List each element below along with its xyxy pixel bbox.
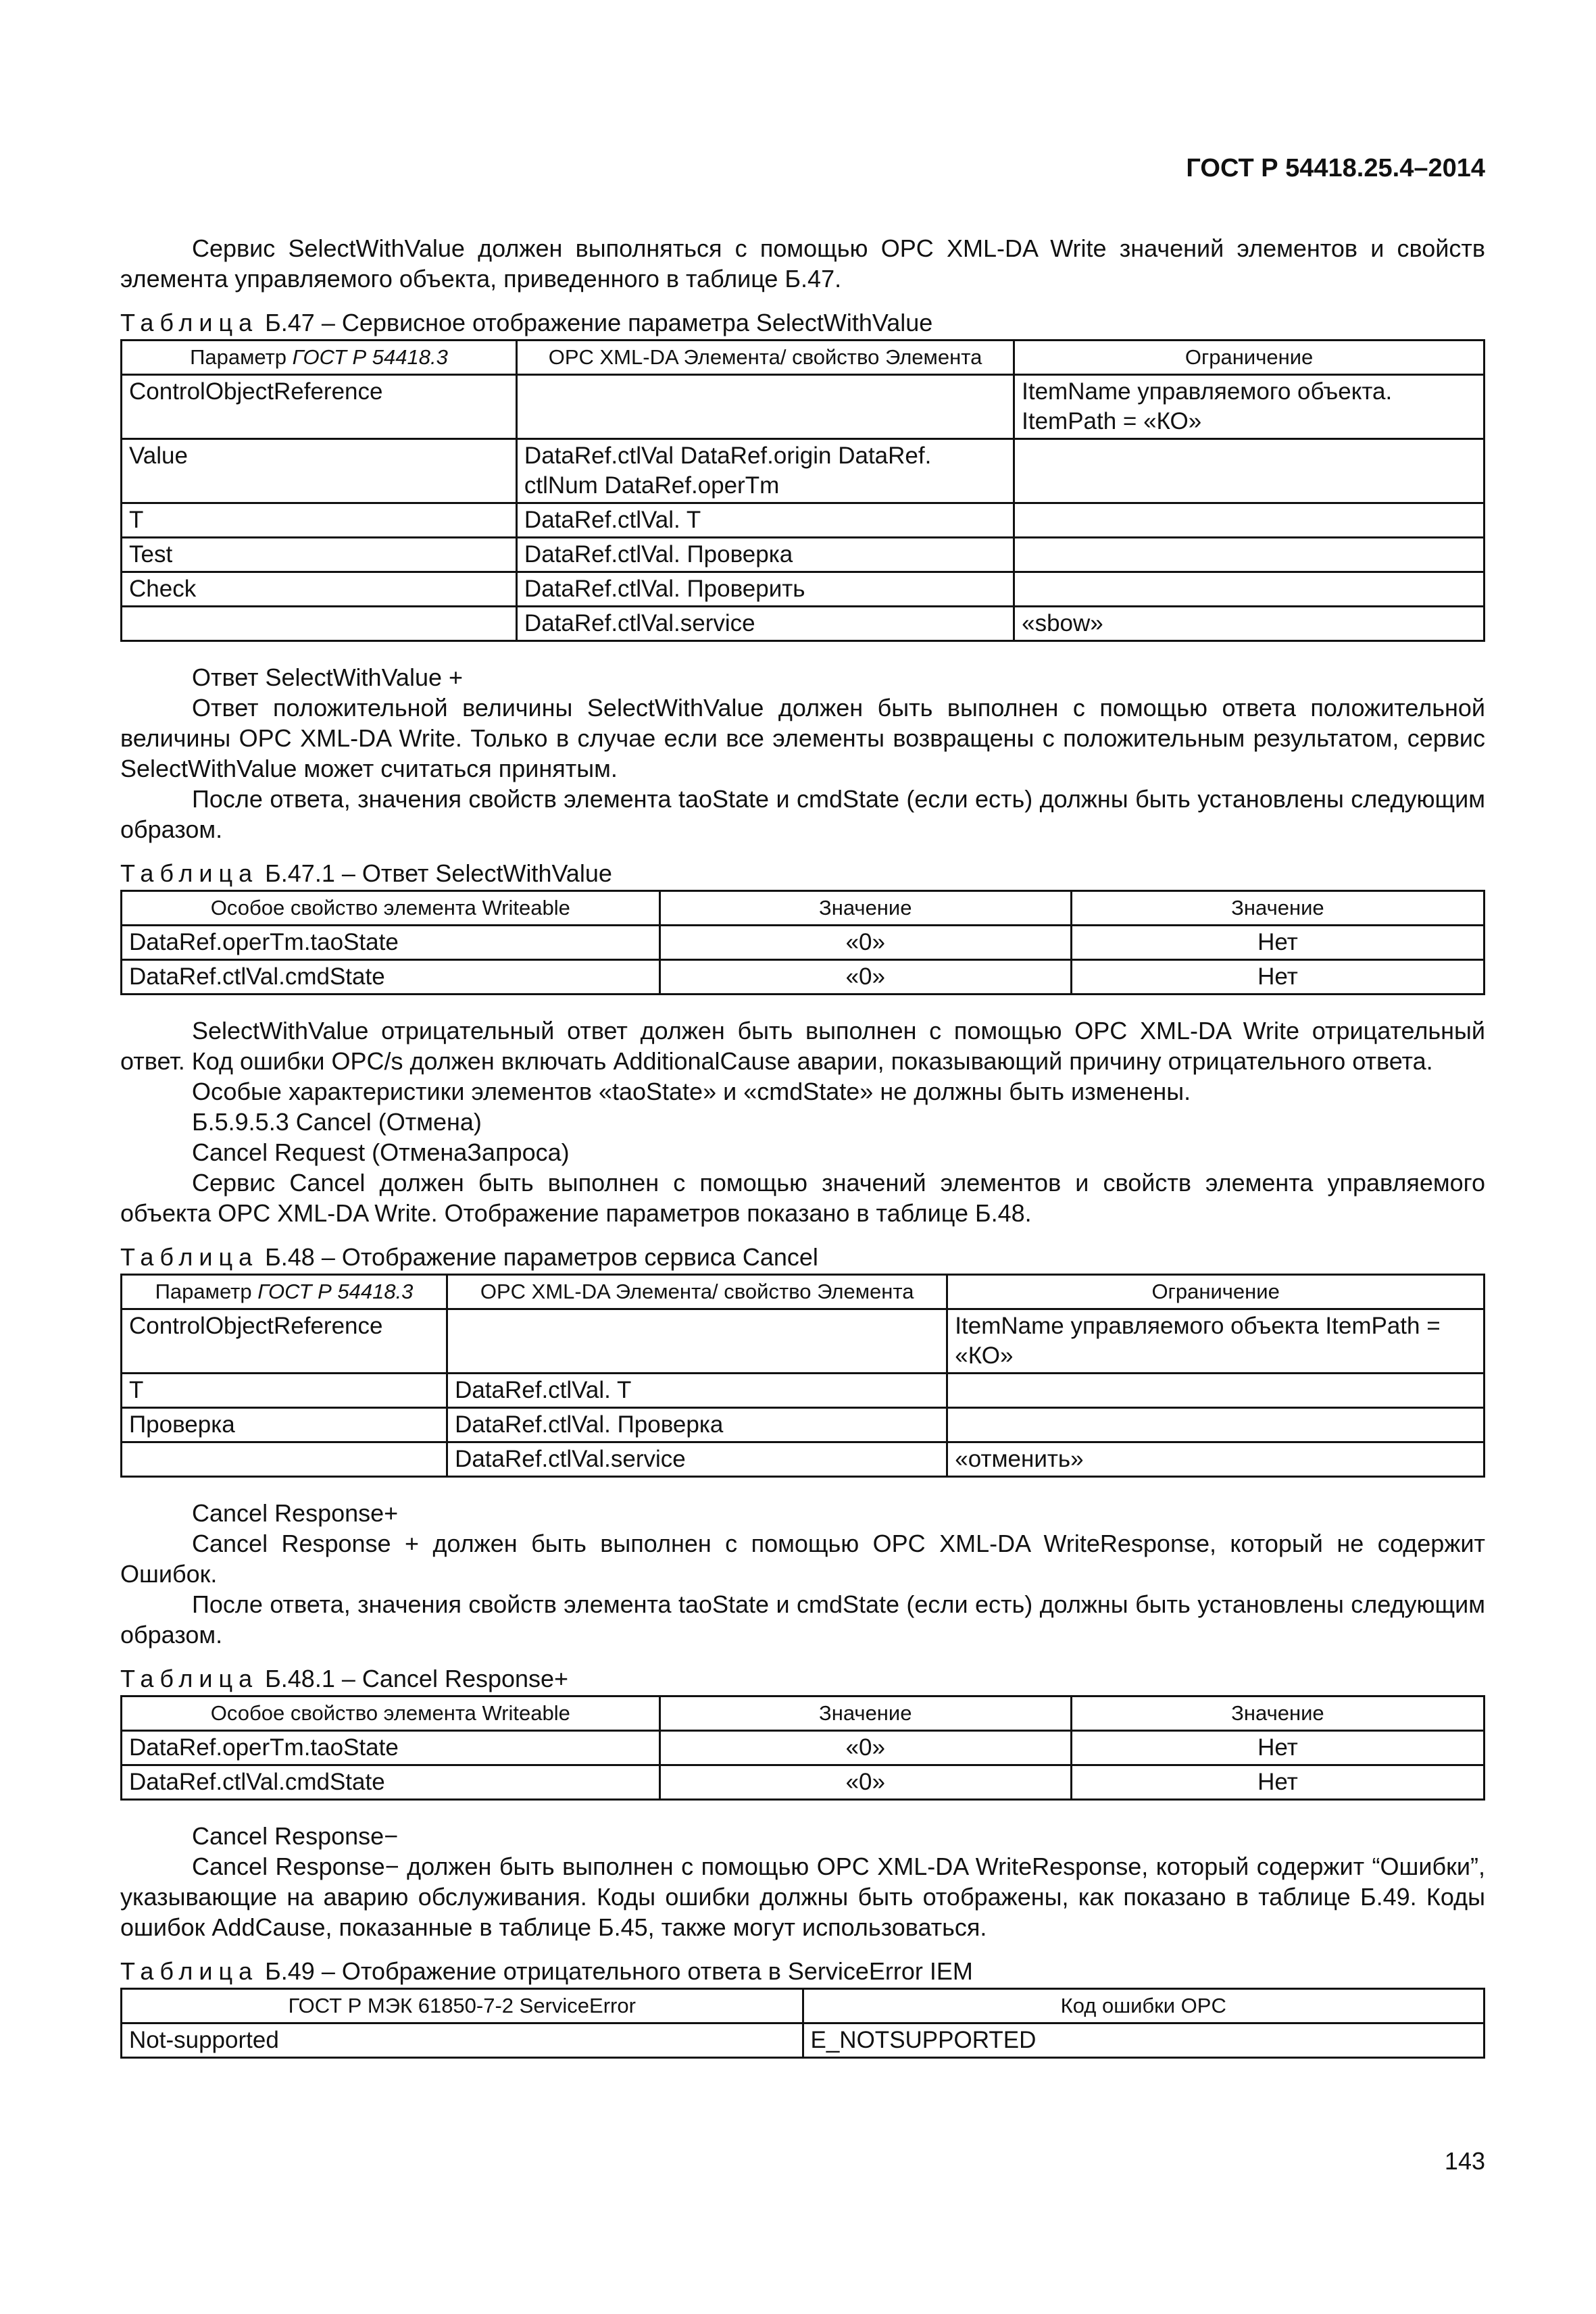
table-cell: Check [122,572,517,607]
table-header-row [122,1696,1485,1731]
table-cell: DataRef.ctlVal. Проверка [516,538,1014,572]
table-cell [122,607,517,641]
table-cell [447,1309,947,1374]
table-row [122,1442,1485,1477]
table-cell: T [122,1374,447,1408]
table-row [122,1731,1485,1765]
table-cell: Проверка [122,1408,447,1442]
paragraph: Особые характеристики элементов «taoState» и «cmdState» не должны быть изменены. [192,1078,1191,1105]
paragraph: SelectWithValue отрицательный ответ должен быть выполнен с помощью OPC XML-DA Write отрицательный ответ. Код ошибки OPC/s должен включать AdditionalCause аварии, показывающий причину отрицательного ответа. [120,1017,1485,1075]
column-header: Параметр ГОСТ Р 54418.3 [122,1275,447,1309]
page-content [120,233,1485,2079]
table-b47-1 [120,890,1485,995]
table-cell: «отменить» [947,1442,1485,1477]
table-b48-1 [120,1695,1485,1801]
table-cell: «0» [659,1731,1071,1765]
standard-header: ГОСТ Р 54418.25.4–2014 [1186,154,1485,182]
table-caption: Таблица Б.48.1 – Cancel Response+ [120,1665,569,1692]
column-header: Значение [659,1696,1071,1731]
table-cell: DataRef.ctlVal.cmdState [122,1765,660,1800]
table-row [122,375,1485,439]
table-b49 [120,1988,1485,2059]
paragraph: Cancel Response+ [192,1499,399,1527]
paragraph: Cancel Response + должен быть выполнен с помощью OPC XML-DA WriteResponse, который не содержит Ошибок. [120,1530,1485,1588]
table-cell: «0» [659,1765,1071,1800]
table-row [122,503,1485,538]
column-header: Значение [1071,1696,1484,1731]
table-cell [516,375,1014,439]
table-cell: Нет [1071,960,1484,995]
paragraph: Сервис Cancel должен быть выполнен с помощью значений элементов и свойств элемента управляемого объекта OPC XML-DA Write. Отображение параметров показано в таблице Б.48. [120,1169,1485,1227]
table-b48 [120,1274,1485,1478]
paragraph: Cancel Response− [192,1822,399,1850]
table-row [122,607,1485,641]
table-row [122,439,1485,503]
table-cell [1014,538,1485,572]
column-header: OPC XML-DA Элемента/ свойство Элемента [516,341,1014,375]
table-cell [1014,439,1485,503]
table-row [122,1408,1485,1442]
paragraph: Cancel Request (ОтменаЗапроса) [192,1138,570,1166]
table-cell: Нет [1071,1765,1484,1800]
paragraph: Ответ SelectWithValue + [192,663,464,691]
table-cell: Test [122,538,517,572]
table-cell: DataRef.ctlVal. T [516,503,1014,538]
table-row [122,572,1485,607]
table-cell: ControlObjectReference [122,1309,447,1374]
table-row [122,926,1485,960]
table-row [122,1374,1485,1408]
column-header: Ограничение [1014,341,1485,375]
table-cell: Нет [1071,926,1484,960]
paragraph: Cancel Response− должен быть выполнен с помощью OPC XML-DA WriteResponse, который содержит “Ошибки”, указывающие на аварию обслуживания. Коды ошибки должны быть отображены, как показано в таблице Б.49. Коды ошибок AddCause, показанные в таблице Б.45, также могут использоваться. [120,1853,1485,1941]
table-header-row [122,341,1485,375]
table-cell: E_NOTSUPPORTED [803,2023,1485,2058]
table-caption: Таблица Б.48 – Отображение параметров сервиса Cancel [120,1243,818,1271]
table-row [122,2023,1485,2058]
table-cell [947,1408,1485,1442]
column-header: Ограничение [947,1275,1485,1309]
table-caption: Таблица Б.49 – Отображение отрицательного ответа в ServiceError IEM [120,1957,973,1985]
table-cell: «0» [659,960,1071,995]
table-caption: Таблица Б.47.1 – Ответ SelectWithValue [120,859,612,887]
paragraph: После ответа, значения свойств элемента taoState и cmdState (если есть) должны быть установлены следующим образом. [120,1590,1485,1649]
table-cell [947,1374,1485,1408]
table-row [122,960,1485,995]
paragraph: Сервис SelectWithValue должен выполняться с помощью OPC XML-DA Write значений элементов и свойств элемента управляемого объекта, приведенного в таблице Б.47. [120,234,1485,293]
column-header: OPC XML-DA Элемента/ свойство Элемента [447,1275,947,1309]
table-row [122,538,1485,572]
table-row [122,1309,1485,1374]
paragraph: После ответа, значения свойств элемента taoState и cmdState (если есть) должны быть установлены следующим образом. [120,785,1485,843]
table-cell: Not-supported [122,2023,803,2058]
table-cell: DataRef.ctlVal. Проверка [447,1408,947,1442]
table-cell: Нет [1071,1731,1484,1765]
table-cell [1014,572,1485,607]
table-cell: «sbow» [1014,607,1485,641]
table-cell: DataRef.operTm.taoState [122,926,660,960]
column-header: Особое свойство элемента Writeable [122,891,660,926]
table-cell: Value [122,439,517,503]
section-heading: Б.5.9.5.3 Cancel (Отмена) [192,1108,482,1136]
table-cell: T [122,503,517,538]
column-header: Код ошибки OPC [803,1989,1485,2023]
paragraph: Ответ положительной величины SelectWithValue должен быть выполнен с помощью ответа положительной величины OPC XML-DA Write. Только в случае если все элементы возвращены с положительным результатом, сервис SelectWithValue может считаться принятым. [120,694,1485,782]
table-header-row [122,1275,1485,1309]
table-cell: DataRef.ctlVal. T [447,1374,947,1408]
table-cell [1014,503,1485,538]
table-b47 [120,339,1485,642]
column-header: Особое свойство элемента Writeable [122,1696,660,1731]
column-header: Значение [659,891,1071,926]
table-cell: DataRef.ctlVal.service [516,607,1014,641]
column-header: ГОСТ Р МЭК 61850-7-2 ServiceError [122,1989,803,2023]
table-caption: Таблица Б.47 – Сервисное отображение параметра SelectWithValue [120,309,933,336]
column-header: Параметр ГОСТ Р 54418.3 [122,341,517,375]
table-cell: ControlObjectReference [122,375,517,439]
table-cell: ItemName управляемого объекта ItemPath = «КО» [947,1309,1485,1374]
table-cell: «0» [659,926,1071,960]
table-cell [122,1442,447,1477]
page-number: 143 [1444,2147,1485,2175]
table-cell: DataRef.ctlVal.service [447,1442,947,1477]
table-cell: ItemName управляемого объекта. ItemPath = «КО» [1014,375,1485,439]
column-header: Значение [1071,891,1484,926]
table-row [122,1765,1485,1800]
table-cell: DataRef.ctlVal.cmdState [122,960,660,995]
table-header-row [122,1989,1485,2023]
table-header-row [122,891,1485,926]
table-cell: DataRef.ctlVal. Проверить [516,572,1014,607]
table-cell: DataRef.operTm.taoState [122,1731,660,1765]
table-cell: DataRef.ctlVal DataRef.origin DataRef. ctlNum DataRef.operTm [516,439,1014,503]
